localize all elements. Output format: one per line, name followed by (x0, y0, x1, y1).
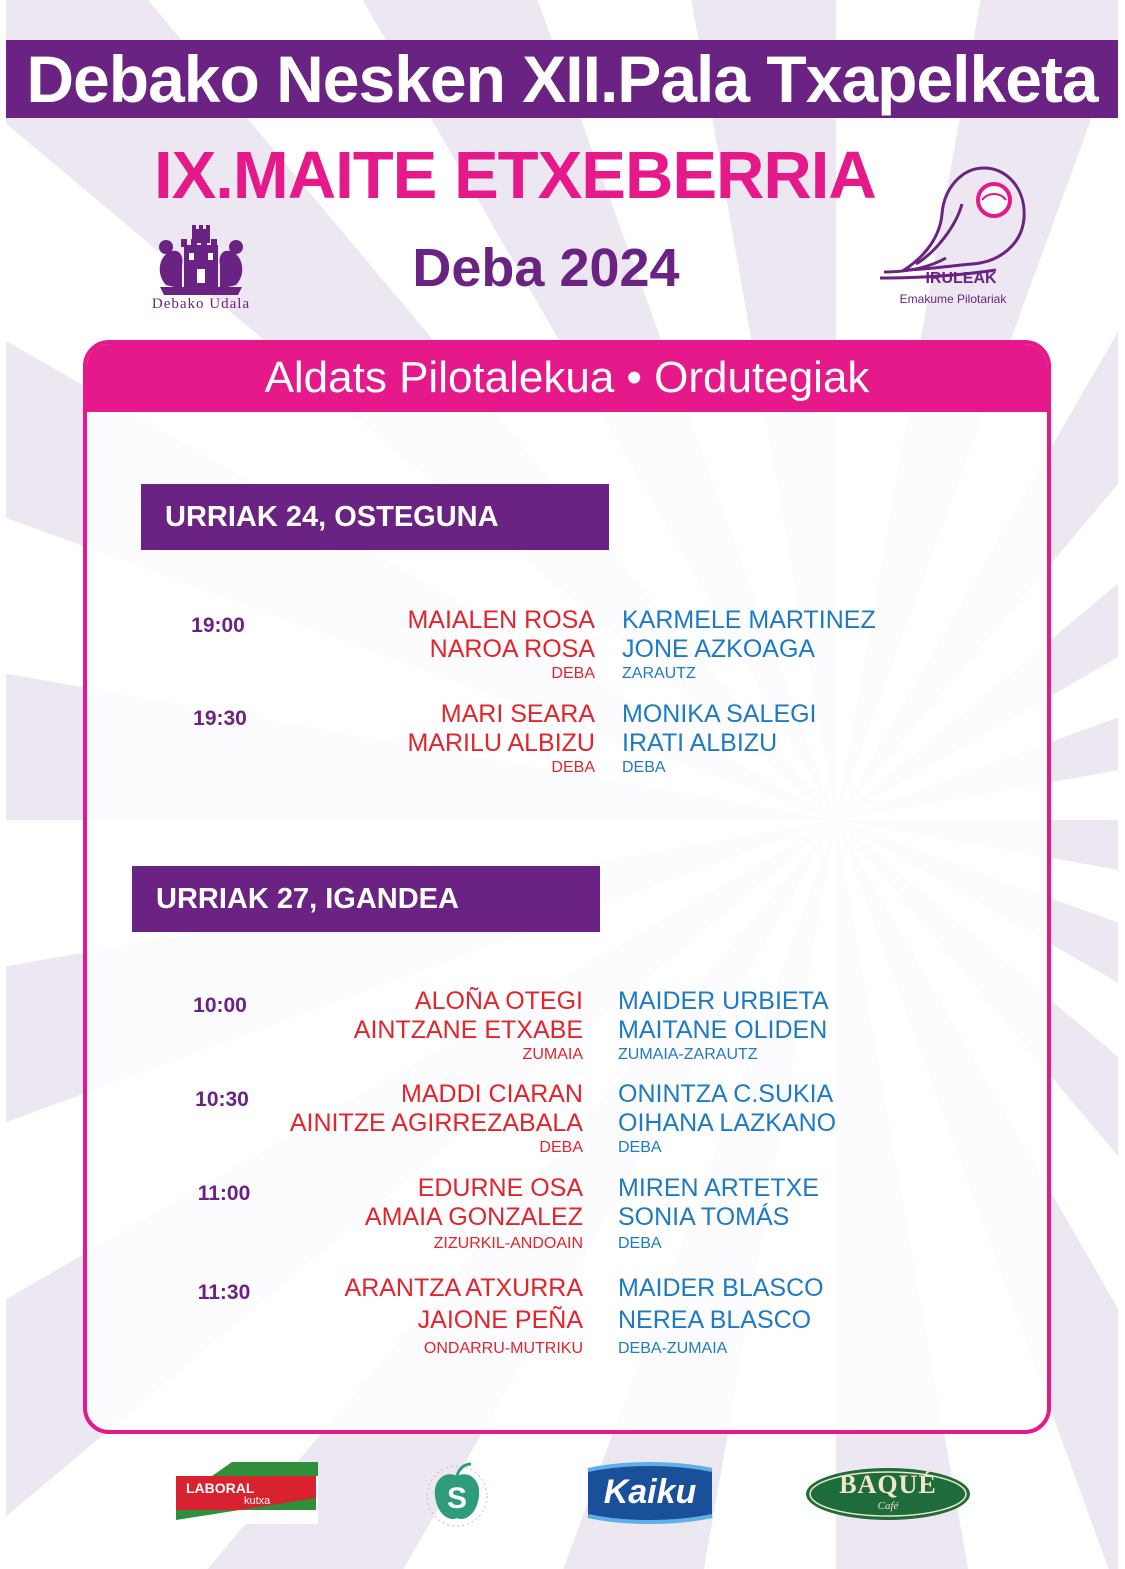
right-player: ONINTZA C.SUKIA (618, 1080, 834, 1108)
left-player: MADDI CIARAN (401, 1080, 583, 1108)
match-time: 10:30 (195, 1088, 249, 1111)
debako-udala-label: Debako Udala (151, 296, 251, 312)
match-time: 11:30 (197, 1281, 251, 1304)
right-player: MONIKA SALEGI (622, 700, 817, 728)
left-town: DEBA (551, 665, 595, 682)
poster-subtitle: IX.MAITE ETXEBERRIA (154, 138, 876, 213)
title-bar (6, 40, 1118, 118)
match-time: 19:00 (191, 614, 245, 637)
right-town: DEBA-ZUMAIA (618, 1340, 728, 1357)
right-player: OIHANA LAZKANO (618, 1109, 837, 1137)
left-town: DEBA (551, 759, 595, 776)
left-player: ARANTZA ATXURRA (344, 1274, 583, 1302)
left-player: EDURNE OSA (417, 1174, 583, 1202)
left-town: ZUMAIA (522, 1046, 583, 1063)
right-town: DEBA (618, 1235, 662, 1252)
left-town: ZIZURKIL-ANDOAIN (433, 1235, 583, 1252)
left-player: AINITZE AGIRREZABALA (289, 1109, 583, 1137)
left-player: NAROA ROSA (429, 635, 595, 663)
iruleak-logo-sub: Emakume Pilotariak (899, 292, 1007, 306)
schedule-panel (83, 340, 1051, 1434)
right-player: MIREN ARTETXE (618, 1174, 819, 1202)
day-header: URRIAK 24, OSTEGUNA (141, 484, 609, 550)
baque-sub: Café (877, 1500, 899, 1512)
right-player: MAITANE OLIDEN (618, 1016, 828, 1044)
match-time: 10:00 (193, 994, 247, 1017)
left-player: ALOÑA OTEGI (414, 987, 583, 1015)
right-town: ZARAUTZ (622, 665, 696, 682)
laboral-label: LABORAL (186, 1480, 255, 1496)
left-player: AMAIA GONZALEZ (364, 1203, 583, 1231)
left-player: AINTZANE ETXABE (353, 1016, 583, 1044)
match-time: 19:30 (193, 707, 247, 730)
left-player: MAIALEN ROSA (407, 606, 595, 634)
right-player: IRATI ALBIZU (622, 729, 778, 757)
left-player: MARI SEARA (440, 700, 595, 728)
apple-s-logo-icon (419, 1458, 495, 1530)
svg-text:S: S (446, 1482, 468, 1515)
right-town: DEBA (622, 759, 666, 776)
right-town: ZUMAIA-ZARAUTZ (618, 1046, 758, 1063)
poster-title: Debako Nesken XII.Pala Txapelketa (26, 42, 1098, 116)
left-player: JAIONE PEÑA (417, 1306, 583, 1334)
match-time: 11:00 (197, 1182, 251, 1205)
iruleak-logo-name: IRULEAK (925, 270, 997, 287)
right-player: MAIDER BLASCO (618, 1274, 824, 1302)
panel-header: Aldats Pilotalekua • Ordutegiak (87, 344, 1047, 412)
left-town: ONDARRU-MUTRIKU (423, 1340, 583, 1357)
poster (6, 0, 1118, 1569)
left-town: DEBA (539, 1139, 583, 1156)
right-player: KARMELE MARTINEZ (622, 606, 876, 634)
day-header: URRIAK 27, IGANDEA (132, 866, 600, 932)
right-player: NEREA BLASCO (618, 1306, 812, 1334)
right-player: JONE AZKOAGA (622, 635, 816, 663)
place-year: Deba 2024 (412, 238, 680, 298)
left-player: MARILU ALBIZU (407, 729, 595, 757)
right-player: MAIDER URBIETA (618, 987, 829, 1015)
right-town: DEBA (618, 1139, 662, 1156)
laboral-sub: kutxa (244, 1495, 271, 1507)
right-player: SONIA TOMÁS (618, 1203, 790, 1231)
kaiku-label: Kaiku (603, 1473, 697, 1511)
baque-label: BAQUÉ (839, 1470, 937, 1499)
